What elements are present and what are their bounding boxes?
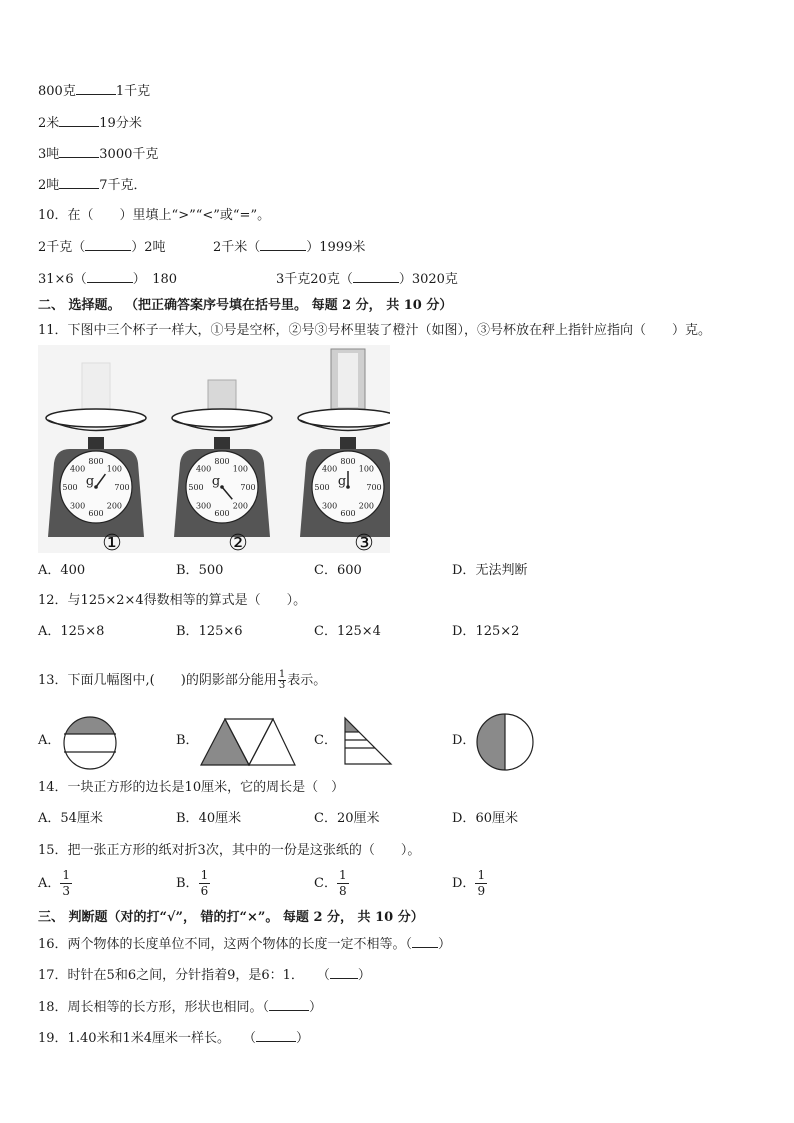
shaded-part — [477, 714, 505, 770]
triangles-shape — [199, 717, 297, 767]
dial-unit: g — [337, 474, 347, 489]
dial-label: 300 — [321, 501, 338, 511]
dial-label: 400 — [321, 464, 338, 474]
q15-option-b[interactable]: B． $\frac{1}{6}$ — [176, 868, 209, 898]
dial-label: 100 — [106, 464, 123, 474]
dial-label: 700 — [366, 483, 382, 492]
q15-option-a[interactable]: A． $\frac{1}{3}$ — [38, 868, 71, 898]
dial-unit: g — [85, 474, 95, 489]
fraction: $\frac{1}{9}$ — [477, 868, 486, 898]
compare-item: 3吨 3000千克 — [38, 147, 159, 162]
q11-option-d[interactable]: D．无法判断 — [452, 563, 528, 578]
question-17: 17．时针在5和6之间，分针指着9，是6：1． （ ） — [38, 968, 371, 983]
dial-label: 500 — [62, 483, 78, 492]
dial-label: 200 — [106, 501, 123, 511]
q13-option-d[interactable]: D． — [452, 733, 476, 748]
dial-label: 600 — [340, 509, 356, 518]
answer-blank[interactable] — [59, 114, 99, 127]
cup-body — [208, 380, 236, 410]
compare-item: 800克 1千克 — [38, 84, 151, 99]
compare-item: 2米 19分米 — [38, 116, 142, 131]
q13-option-a[interactable]: A． — [38, 733, 61, 748]
dial-label: 300 — [69, 501, 86, 511]
shaded-part — [201, 719, 249, 765]
dial-label: 100 — [232, 464, 249, 474]
section-3-heading: 三、 判断题（对的打“√”， 错的打“×”。 每题 2 分， 共 10 分） — [38, 910, 424, 925]
q10-row1-a: 2千克（ ）2吨 — [38, 240, 166, 255]
q15-option-c[interactable]: C． $\frac{1}{8}$ — [314, 868, 347, 898]
scale-number-label: ① — [102, 531, 122, 553]
shaded-part — [62, 716, 118, 734]
triangle-strips-shape — [343, 716, 393, 766]
question-19: 19．1.40米和1米4厘米一样长。 （ ） — [38, 1031, 310, 1046]
dial-label: 700 — [240, 483, 256, 492]
question-14-stem: 14．一块正方形的边长是10厘米，它的周长是（ ） — [38, 780, 345, 795]
circle-thirds-shape — [62, 716, 118, 770]
scale-stem — [214, 437, 230, 451]
answer-blank[interactable] — [260, 238, 306, 251]
fraction: $\frac{1}{3}$ — [62, 868, 71, 898]
dial-label: 400 — [195, 464, 212, 474]
cup — [208, 380, 236, 410]
dial-label: 600 — [88, 509, 104, 518]
dial-label: 200 — [358, 501, 375, 511]
dial-label: 800 — [214, 457, 230, 466]
question-12-stem: 12．与125×2×4得数相等的算式是（ ）。 — [38, 593, 307, 608]
dial-label: 600 — [214, 509, 230, 518]
dial-label: 400 — [69, 464, 86, 474]
answer-blank[interactable] — [76, 82, 116, 95]
scales-group — [46, 349, 390, 553]
answer-blank[interactable] — [59, 145, 99, 158]
scale-number-label: ② — [228, 531, 248, 553]
q14-option-a[interactable]: A．54厘米 — [38, 811, 103, 826]
q12-option-c[interactable]: C．125×4 — [314, 624, 381, 639]
answer-blank[interactable] — [59, 176, 99, 189]
q14-option-b[interactable]: B．40厘米 — [176, 811, 242, 826]
cup-body — [82, 363, 110, 409]
q11-option-b[interactable]: B．500 — [176, 563, 224, 578]
cup — [331, 349, 365, 409]
section-2-heading: 二、 选择题。 （把正确答案序号填在括号里。 每题 2 分， 共 10 分） — [38, 298, 453, 313]
q11-option-c[interactable]: C．600 — [314, 563, 362, 578]
q14-option-c[interactable]: C．20厘米 — [314, 811, 380, 826]
q10-row2-a: 31×6（ ） 180 — [38, 272, 178, 287]
dial-unit: g — [211, 474, 221, 489]
half-circle-shape — [476, 712, 534, 772]
q10-row2-b: 3千克20克（ ）3020克 — [276, 272, 458, 287]
dial-label: 300 — [195, 501, 212, 511]
scale-number-label: ③ — [354, 531, 374, 553]
scale-stem — [88, 437, 104, 451]
question-15-stem: 15．把一张正方形的纸对折3次，其中的一份是这张纸的（ ）。 — [38, 843, 421, 858]
dial-center — [346, 485, 350, 489]
answer-blank[interactable] — [353, 270, 399, 283]
dial-label: 500 — [314, 483, 330, 492]
compare-item: 2吨 7千克． — [38, 178, 147, 193]
question-10-stem: 10．在（ ）里填上“>”“<”或“=”。 — [38, 208, 271, 223]
dial-label: 200 — [232, 501, 249, 511]
answer-blank[interactable] — [269, 998, 309, 1011]
dial-label: 500 — [188, 483, 204, 492]
q12-option-d[interactable]: D．125×2 — [452, 624, 520, 639]
cup-juice — [338, 353, 358, 407]
scales-figure — [38, 345, 390, 553]
question-11-stem: 11．下图中三个杯子一样大，①号是空杯，②号③号杯里装了橙汁（如图），③号杯放在秤上指针应指向（ ）克。 — [38, 323, 712, 338]
scale-stem — [340, 437, 356, 451]
q12-option-a[interactable]: A．125×8 — [38, 624, 105, 639]
dial-center — [94, 485, 98, 489]
dial-label: 800 — [340, 457, 356, 466]
q13-option-b[interactable]: B． — [176, 733, 199, 748]
question-16: 16．两个物体的长度单位不同，这两个物体的长度一定不相等。（ ） — [38, 937, 452, 952]
answer-blank[interactable] — [412, 935, 438, 948]
cup — [82, 363, 110, 409]
question-13-stem: 13．下面几幅图中,( )的阴影部分能用 $\frac{1}{3}$ 表示。 — [38, 669, 327, 691]
dial-label: 100 — [358, 464, 375, 474]
q12-option-b[interactable]: B．125×6 — [176, 624, 243, 639]
q15-option-d[interactable]: D． $\frac{1}{9}$ — [452, 868, 486, 898]
dial-label: 700 — [114, 483, 130, 492]
q11-option-a[interactable]: A．400 — [38, 563, 86, 578]
dial-center — [220, 485, 224, 489]
fraction: $\frac{1}{8}$ — [338, 868, 347, 898]
question-18: 18．周长相等的长方形，形状也相同。（ ） — [38, 1000, 323, 1015]
fraction: $\frac{1}{6}$ — [200, 868, 209, 898]
answer-blank[interactable] — [330, 966, 358, 979]
q10-row1-b: 2千米（ ）1999米 — [213, 240, 366, 255]
answer-blank[interactable] — [87, 270, 133, 283]
q13-option-c[interactable]: C． — [314, 733, 337, 748]
dial-label: 800 — [88, 457, 104, 466]
one-third-fraction: $\frac{1}{3}$ — [278, 669, 286, 691]
q14-option-d[interactable]: D．60厘米 — [452, 811, 518, 826]
answer-blank[interactable] — [256, 1029, 296, 1042]
answer-blank[interactable] — [85, 238, 131, 251]
